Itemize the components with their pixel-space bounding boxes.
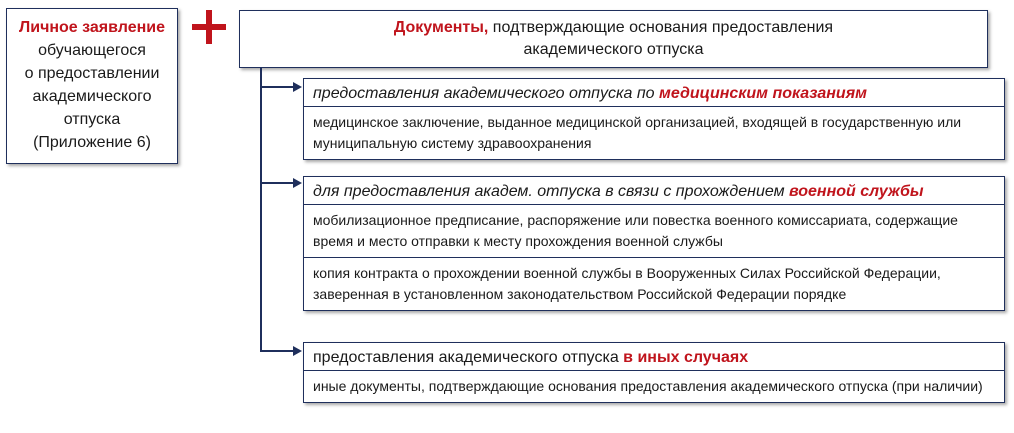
document-item: иные документы, подтверждающие основания предоставления академического отпуска (при наличии) (313, 378, 983, 394)
documents-title: Документы, (393, 19, 489, 36)
application-box (6, 8, 178, 164)
category-header-highlight: в иных случаях (623, 349, 749, 366)
document-item: копия контракта о прохождении военной службы в Вооруженных Силах Российской Федерации, заверенная в установленном законодательством Российской Федерации порядке (313, 265, 941, 302)
category-header-highlight: медицинским показаниям (659, 85, 867, 102)
plus-icon (192, 10, 226, 44)
connector-arrow (260, 182, 294, 184)
documents-header-line (240, 17, 987, 39)
application-line: о предоставлении (24, 65, 160, 82)
connector-trunk (260, 68, 262, 352)
category-header (304, 177, 1004, 205)
category-header-prefix: предоставления академического отпуска по (313, 85, 660, 102)
document-item: мобилизационное предписание, распоряжение или повестка военного комиссариата, содержащие время и место отправки к месту прохождения военной службы (304, 205, 1004, 258)
connector-arrow (260, 350, 294, 352)
category-header-highlight: военной службы (788, 183, 924, 200)
category-military (303, 176, 1005, 311)
documents-title-rest: подтверждающие основания предоставления (488, 19, 834, 36)
application-line: обучающегося (38, 42, 146, 59)
connector-arrow (260, 86, 294, 88)
category-header (304, 343, 1004, 371)
category-header (304, 79, 1004, 107)
category-header-prefix: предоставления академического отпуска (313, 349, 624, 366)
category-other (303, 342, 1005, 403)
application-title: Личное заявление (19, 19, 165, 36)
application-line: (Приложение 6) (33, 134, 151, 151)
category-medical (303, 78, 1005, 160)
application-line: отпуска (63, 111, 121, 128)
application-line: академического (32, 88, 152, 105)
category-header-prefix: для предоставления академ. отпуска в связи с прохождением (313, 183, 789, 200)
documents-header-box (239, 10, 988, 68)
documents-header-line2: академического отпуска (523, 41, 704, 58)
document-item: медицинское заключение, выданное медицинской организацией, входящей в государственную или муниципальную систему здравоохранения (313, 114, 962, 151)
